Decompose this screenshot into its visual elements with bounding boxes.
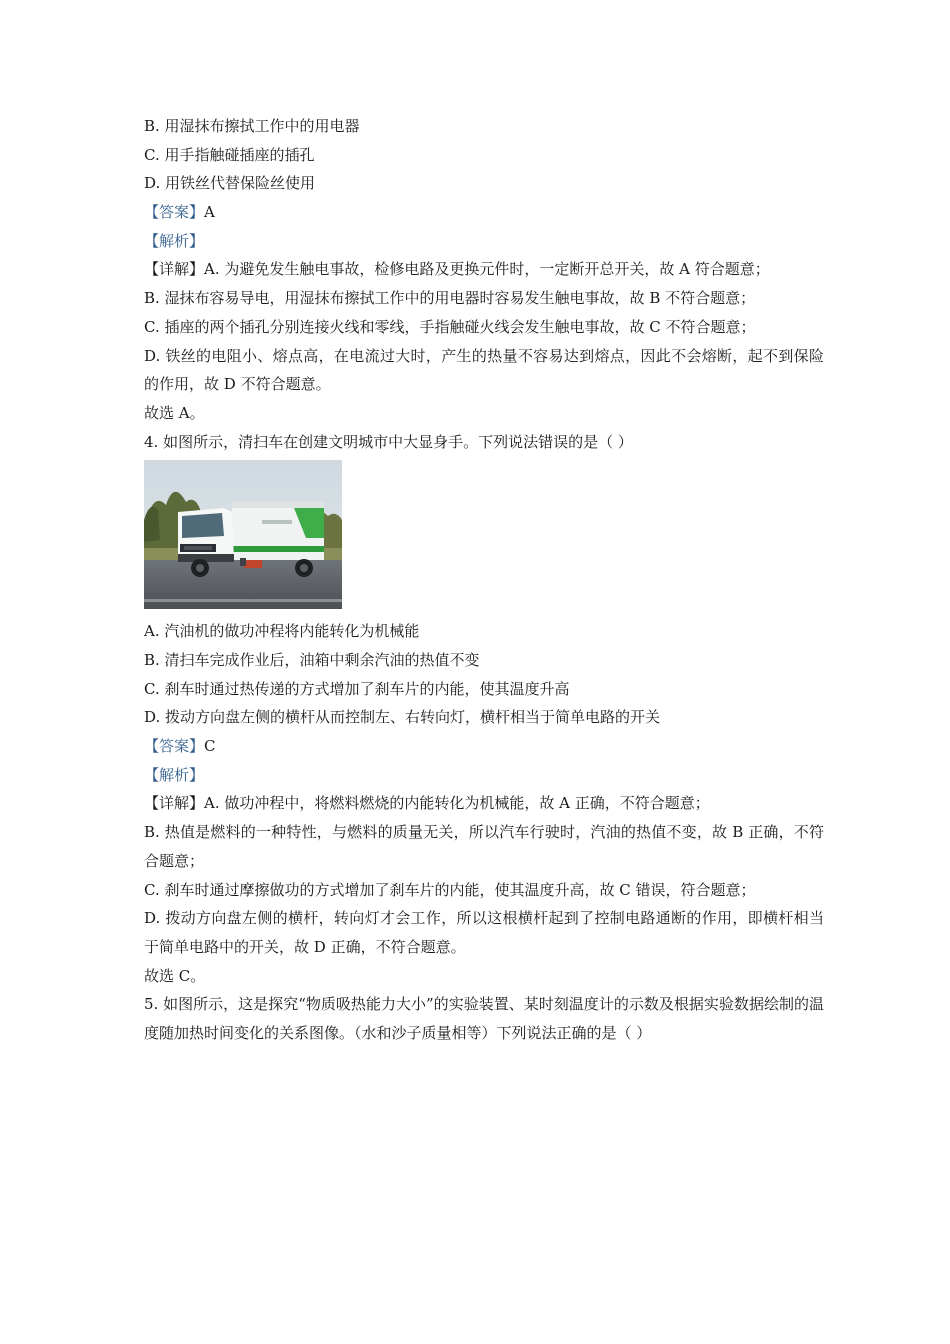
q3-option-b: B. 用湿抹布擦拭工作中的用电器 — [144, 117, 360, 135]
q3-detail-a: 【详解】A. 为避免发生触电事故，检修电路及更换元件时，一定断开总开关，故 A 符合题意； — [144, 260, 770, 279]
q4-stem: 4. 如图所示，清扫车在创建文明城市中大显身手。下列说法错误的是（ ） — [144, 432, 633, 451]
q4-detail-d: D. 拨动方向盘左侧的横杆，转向灯才会工作，所以这根横杆起到了控制电路通断的作用，即横杆相当于简单电路中的开关，故 D 正确，不符合题意。 — [144, 909, 824, 956]
q3-conclusion: 故选 A。 — [144, 403, 205, 422]
q4-detail-c: C. 刹车时通过摩擦做功的方式增加了刹车片的内能，使其温度升高，故 C 错误，符合题意； — [144, 880, 756, 899]
q4-answer — [144, 732, 824, 761]
q3-detail-d: D. 铁丝的电阻小、熔点高，在电流过大时，产生的热量不容易达到熔点，因此不会熔断，起不到保险的作用，故 D 不符合题意。 — [144, 346, 824, 394]
q3-analysis-label: 【解析】 — [144, 231, 205, 250]
q4-detail-a: 【详解】A. 做功冲程中，将燃料燃烧的内能转化为机械能，故 A 正确，不符合题意； — [144, 794, 710, 813]
detail-label: 【详解】 — [144, 260, 205, 279]
q4-detail-b: B. 热值是燃料的一种特性，与燃料的质量无关，所以汽车行驶时，汽油的热值不变，故 B 正确，不符合题意； — [144, 823, 824, 870]
document-page — [144, 112, 824, 1048]
q3-option-d: D. 用铁丝代替保险丝使用 — [144, 174, 316, 193]
answer-value: A — [204, 203, 215, 222]
q4-option-a: A. 汽油机的做功冲程将内能转化为机械能 — [144, 622, 420, 641]
q3-detail-c: C. 插座的两个插孔分别连接火线和零线，手指触碰火线会发生触电事故，故 C 不符合题意； — [144, 317, 756, 336]
q4-option-b: B. 清扫车完成作业后，油箱中剩余汽油的热值不变 — [144, 650, 480, 669]
detail-label: 【详解】 — [144, 794, 205, 813]
q3-answer — [144, 198, 824, 227]
answer-label: 【答案】 — [144, 737, 205, 756]
q5-stem: 5. 如图所示，这是探究“物质吸热能力大小”的实验装置、某时刻温度计的示数及根据实验数据绘制的温度随加热时间变化的关系图像。（水和沙子质量相等）下列说法正确的是（ ） — [144, 995, 824, 1042]
q3-detail-b: B. 湿抹布容易导电，用湿抹布擦拭工作中的用电器时容易发生触电事故，故 B 不符合题意； — [144, 289, 756, 308]
q3-option-c: C. 用手指触碰插座的插孔 — [144, 145, 315, 164]
q4-option-d: D. 拨动方向盘左侧的横杆从而控制左、右转向灯，横杆相当于简单电路的开关 — [144, 708, 661, 727]
street-sweeper-image — [144, 460, 342, 609]
q4-option-c: C. 刹车时通过热传递的方式增加了刹车片的内能，使其温度升高 — [144, 679, 570, 698]
q4-conclusion: 故选 C。 — [144, 966, 206, 985]
street-sweeper-photo — [144, 460, 342, 609]
answer-value: C — [204, 737, 216, 756]
q4-analysis-label: 【解析】 — [144, 765, 205, 784]
answer-label: 【答案】 — [144, 203, 205, 222]
